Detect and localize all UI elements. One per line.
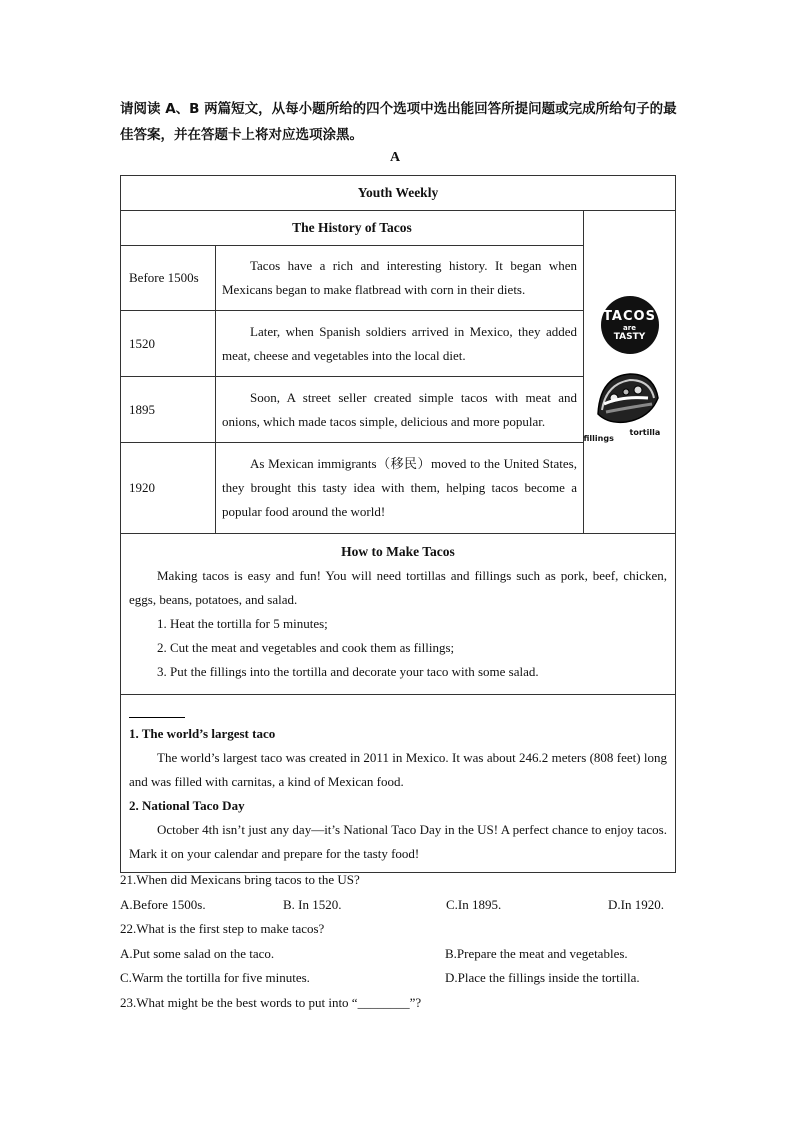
fact-text: October 4th isn’t just any day—it’s National Taco Day in the US! A perfect chance to enjoy tacos. Mark it on your calendar and prepare for the tasty food! (129, 822, 667, 861)
howto-step: 2. Cut the meat and vegetables and cook them as fillings; (157, 640, 455, 655)
questions (120, 868, 680, 1015)
history-text: As Mexican immigrants（移民）moved to the United States, they brought this tasty idea with them, helping tacos become a popular food around the world! (216, 443, 584, 534)
question-21: 21.When did Mexicans bring tacos to the US? (120, 872, 360, 887)
facts-section (121, 695, 676, 873)
fillings-label: fillings (583, 434, 614, 443)
history-text: Soon, A street seller created simple tacos with meat and onions, which made tacos simple, delicious and more popular. (216, 377, 584, 443)
question-22: 22.What is the first step to make tacos? (120, 921, 325, 936)
option-a: A.Put some salad on the taco. (120, 945, 275, 961)
tacos-logo-icon: TACOS are TASTY (601, 296, 659, 354)
howto-intro: Making tacos is easy and fun! You will need tortillas and fillings such as pork, beef, chicken, eggs, beans, potatoes, and salad. (129, 568, 667, 607)
option-c: C.In 1895. (446, 896, 502, 912)
instructions: 请阅读 A、B 两篇短文，从每小题所给的四个选项中选出能回答所提问题或完成所给句子的最佳答案，并在答题卡上将对应选项涂黑。 (120, 101, 677, 143)
howto-title: How to Make Tacos (341, 544, 455, 559)
question-22-options-row2 (120, 966, 680, 991)
fact-heading: 2. National Taco Day (129, 798, 245, 813)
history-text: Tacos have a rich and interesting history. It began when Mexicans began to make flatbread with corn in their diets. (216, 246, 584, 311)
question-22-options-row1 (120, 942, 680, 967)
howto-step: 3. Put the fillings into the tortilla and decorate your taco with some salad. (157, 664, 539, 679)
fact-text: The world’s largest taco was created in 2011 in Mexico. It was about 246.2 meters (808 feet) long and was filled with carnitas, a kind of Mexican food. (129, 750, 667, 789)
history-year: 1520 (121, 311, 216, 377)
option-b: B. In 1520. (283, 896, 342, 912)
taco-illustration (584, 211, 676, 534)
history-year: 1895 (121, 377, 216, 443)
taco-icon (583, 368, 670, 448)
question-21-options (120, 893, 680, 918)
history-title: The History of Tacos (121, 211, 584, 246)
section-letter: A (390, 150, 401, 165)
option-c: C.Warm the tortilla for five minutes. (120, 970, 310, 985)
option-a: A.Before 1500s. (120, 896, 206, 912)
article-table (120, 175, 676, 873)
history-text: Later, when Spanish soldiers arrived in Mexico, they added meat, cheese and vegetables into the local diet. (216, 311, 584, 377)
history-year: 1920 (121, 443, 216, 534)
blank-heading-line (129, 703, 185, 718)
option-d: D.In 1920. (608, 896, 664, 912)
newspaper-title: Youth Weekly (121, 176, 676, 211)
tortilla-label: tortilla (629, 428, 661, 437)
option-b: B.Prepare the meat and vegetables. (445, 945, 628, 961)
howto-step: 1. Heat the tortilla for 5 minutes; (157, 616, 328, 631)
option-d: D.Place the fillings inside the tortilla. (445, 970, 640, 985)
question-23: 23.What might be the best words to put into “________”? (120, 994, 422, 1010)
how-to-section (121, 534, 676, 695)
fact-heading: 1. The world’s largest taco (129, 726, 276, 741)
history-year: Before 1500s (121, 246, 216, 311)
